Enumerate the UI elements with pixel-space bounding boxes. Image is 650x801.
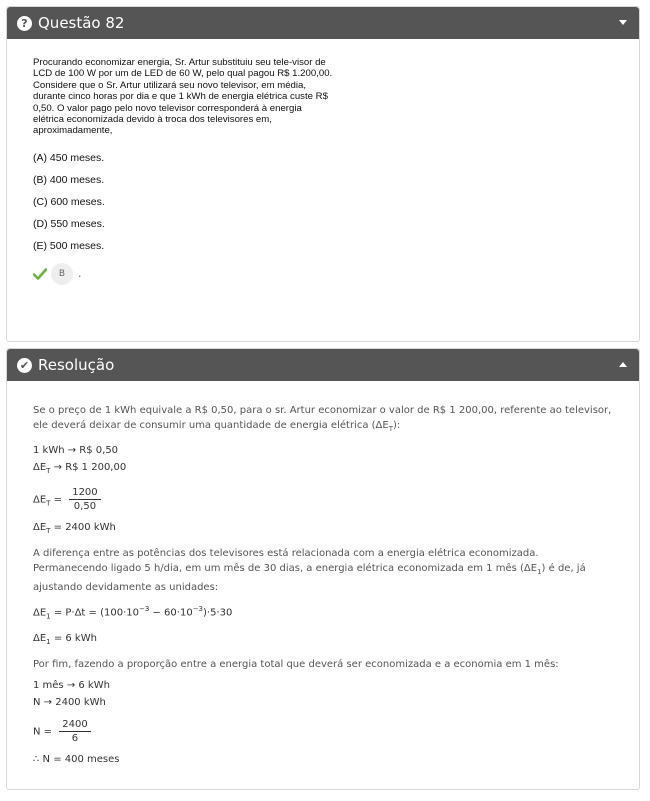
check-icon bbox=[33, 268, 47, 280]
equation-9: N = $\frac{2400}{6}$ bbox=[33, 718, 613, 745]
question-statement: Procurando economizar energia, Sr. Artur substituiu seu tele-visor de LCD de 100 W por um de LED de 60 W, pelo qual pagou R$ 1.200,00. Considere que o Sr. Artur utilizará seu novo televisor, em média, durante cinco horas por dia e que 1 kWh de energia elétrica custe R$ 0,50. O valor pago pelo novo televisor corresponderá à energia elétrica economizada devido à troca dos televisores em, aproximadamente, bbox=[33, 57, 333, 137]
resolution-paragraph-2: A diferença entre as potências dos televisores está relacionada com a energia elétrica economizada. Permanecendo ligado 5 h/dia, em um mês de 30 dias, a energia elétrica economizada em 1 mês $(\Delta E_1)$ é de, já ajustando devidamente as unidades: bbox=[33, 548, 586, 593]
answer-badge: B bbox=[51, 263, 73, 285]
fraction-1: $\frac{1200}{0,50}$ bbox=[69, 486, 100, 513]
question-circle-icon: ? bbox=[17, 16, 32, 31]
question-body bbox=[7, 39, 639, 341]
equations-block-1 bbox=[33, 443, 613, 539]
answer-row bbox=[33, 263, 613, 285]
answer-suffix: . bbox=[78, 267, 82, 281]
resolution-paragraph-3: Por fim, fazendo a proporção entre a energia total que deverá ser economizada e a economia em 1 mês: bbox=[33, 659, 559, 671]
equation-10: ∴ N = 400 meses bbox=[33, 754, 120, 766]
option-e[interactable]: (E) 500 meses. bbox=[33, 239, 105, 252]
resolution-panel bbox=[6, 348, 640, 790]
equation-7: 1 mês → 6 kWh bbox=[33, 680, 110, 692]
options-list bbox=[33, 151, 613, 261]
question-panel bbox=[6, 6, 640, 342]
equation-2: $\Delta E_T$ → R$ 1 200,00 bbox=[33, 462, 127, 475]
equation-6: $\Delta E_1 = 6$ kWh bbox=[33, 633, 97, 647]
resolution-body bbox=[7, 381, 639, 789]
equation-4: $\Delta E_T = 2400$ kWh bbox=[33, 522, 116, 535]
check-circle-icon: ✔ bbox=[17, 358, 32, 373]
question-title: Questão 82 bbox=[38, 14, 125, 32]
equation-3: $\Delta E_T$ = $\frac{1200}{0,50}$ bbox=[33, 486, 613, 513]
resolution-intro: Se o preço de 1 kWh equivale a R$ 0,50, para o sr. Artur economizar o valor de R$ 1 200,00, referente ao televisor, ele deverá deixar de consumir uma quantidade de energia elétrica $(\Delta E_T)$: bbox=[33, 405, 612, 433]
fraction-2: $\frac{2400}{6}$ bbox=[59, 718, 90, 745]
chevron-down-icon[interactable] bbox=[619, 20, 627, 25]
resolution-title: Resolução bbox=[38, 356, 115, 374]
equations-block-2 bbox=[33, 601, 613, 650]
equation-1: 1 kWh → R$ 0,50 bbox=[33, 445, 119, 456]
option-a[interactable]: (A) 450 meses. bbox=[33, 151, 105, 164]
question-header[interactable] bbox=[7, 7, 639, 39]
resolution-header[interactable] bbox=[7, 349, 639, 381]
equation-5: $\Delta E_1 = P\cdot\Delta t = (100\cdot 10^{-3} - 60\cdot 10^{-3})\cdot 5\cdot 30$ bbox=[33, 605, 233, 621]
equation-8: N → 2400 kWh bbox=[33, 697, 106, 709]
option-d[interactable]: (D) 550 meses. bbox=[33, 217, 105, 230]
chevron-up-icon[interactable] bbox=[619, 362, 627, 367]
equations-block-3 bbox=[33, 678, 613, 768]
option-c[interactable]: (C) 600 meses. bbox=[33, 195, 105, 208]
option-b[interactable]: (B) 400 meses. bbox=[33, 173, 105, 186]
